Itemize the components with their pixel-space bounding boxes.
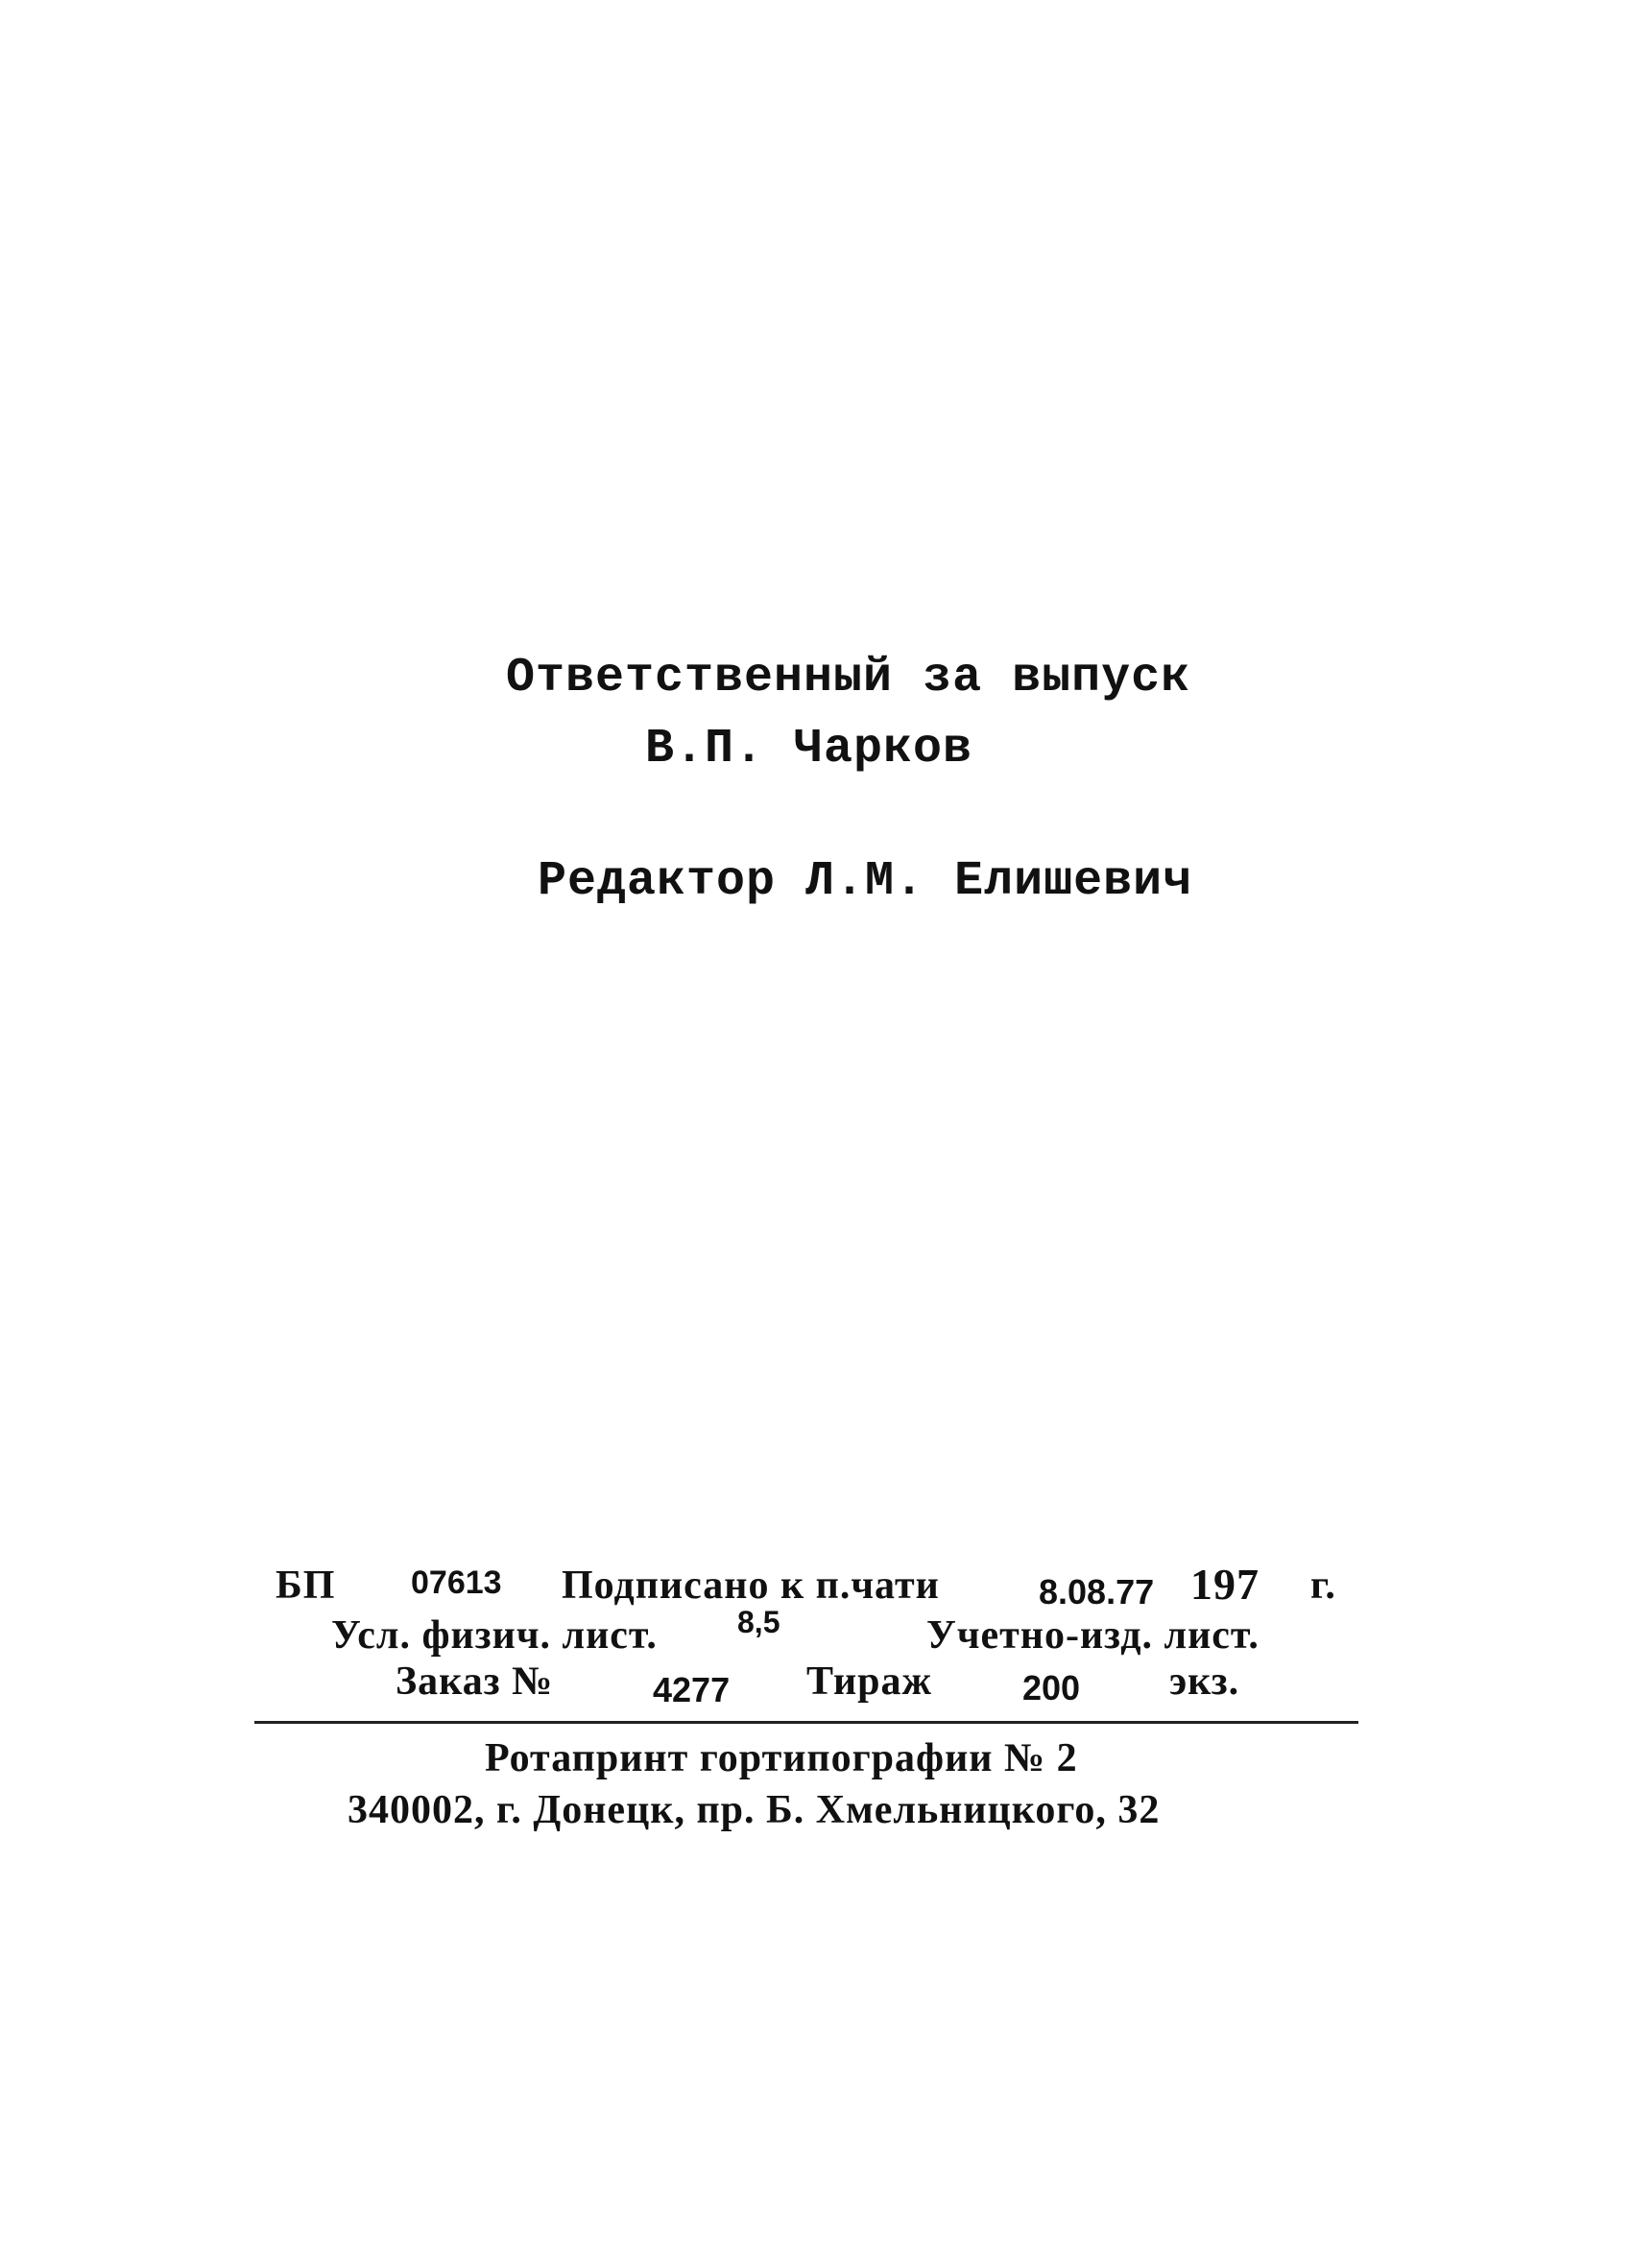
signed-label: Подписано к п.чати [562,1564,940,1608]
printer-address: 340002, г. Донецк, пр. Б. Хмельницкого, 32 [348,1788,1161,1832]
sheets-value: 8,5 [737,1605,780,1639]
order-value: 4277 [653,1670,731,1709]
signed-date: 8.08.77 [1039,1572,1155,1611]
order-label: Заказ № [396,1659,554,1704]
year-label: 197 [1190,1560,1260,1609]
sheets-label: Усл. физич. лист. [331,1613,658,1658]
print-run-label: Тираж [806,1659,932,1704]
bp-label: БП [276,1564,336,1608]
printer-name: Ротапринт гортипографии № 2 [485,1736,1078,1780]
copies-label: экз. [1169,1659,1240,1704]
editor-line: Редактор Л.М. Елишевич [538,854,1193,909]
print-run-value: 200 [1022,1668,1081,1707]
edit-sheets-label: Учетно-изд. лист. [926,1613,1260,1658]
bp-number: 07613 [411,1564,502,1601]
imprint-divider [254,1721,1358,1724]
responsible-label: Ответственный за выпуск [506,651,1191,705]
year-suffix: г. [1310,1564,1336,1608]
responsible-name: В.П. Чарков [645,722,973,776]
